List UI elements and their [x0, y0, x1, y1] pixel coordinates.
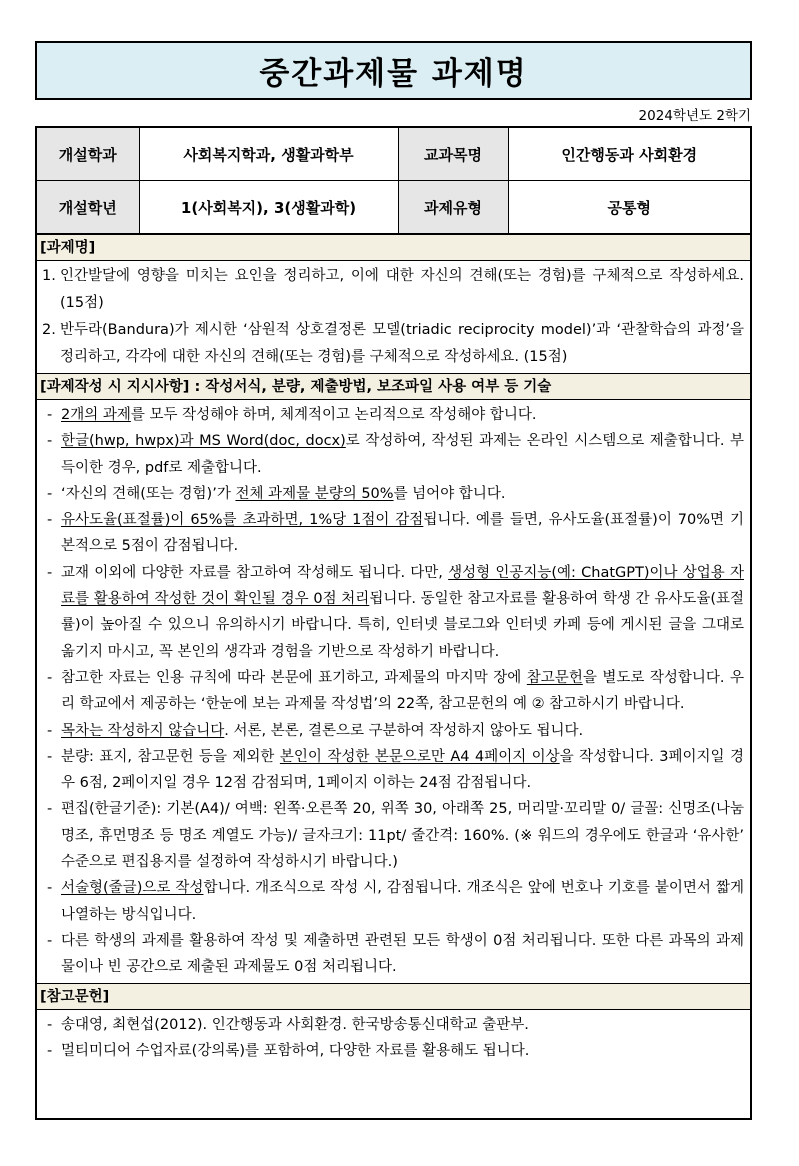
bullet-dash: - — [47, 932, 53, 949]
instruction-text: 편집(한글기준): 기본(A4)/ 여백: 왼쪽·오른쪽 20, 위쪽 30, 아래쪽 25, 머리말·꼬리말 0/ 글꼴: 신명조(나눔명조, 휴먼명조 등 명조 계열도 가능)/ 글자크기: 11pt/ 줄간격: 160%. (※ 워드의 경우에도 한글과 ‘유사한’ 수준으로 편집용지를 설정하여 작성하시기 바랍니다.) — [61, 801, 744, 871]
instruction-item — [43, 718, 744, 744]
bullet-dash: - — [47, 801, 53, 818]
underlined-text: 한글(hwp, hwpx)과 MS Word(doc, docx) — [61, 433, 346, 450]
underlined-text: 전체 과제물 분량의 50% — [235, 485, 394, 502]
instruction-item — [43, 665, 744, 718]
task-item — [42, 263, 744, 317]
year-label: 개설학년 — [37, 181, 139, 234]
instruction-item — [43, 560, 744, 665]
instruction-text: 됩니다. 예를 들면, 유사도율(표절률)이 70%면 기본적으로 5점이 감점됩니다. — [61, 512, 744, 555]
instruction-item — [43, 744, 744, 797]
bullet-dash: - — [47, 748, 53, 765]
bullet-dash: - — [47, 564, 53, 581]
semester: 2024학년도 2학기 — [638, 108, 751, 124]
underlined-text: 참고문헌 — [526, 669, 583, 686]
task-list — [37, 261, 750, 373]
instruction-text: 를 넘어야 합니다. — [393, 485, 506, 502]
reference-item — [43, 1012, 744, 1038]
bullet-dash: - — [47, 407, 53, 423]
underlined-text: 2개의 과제 — [61, 407, 131, 423]
reference-list — [37, 1010, 750, 1066]
task-text: 반두라(Bandura)가 제시한 ‘삼원적 상호결정론 모델(triadic reciprocity model)’과 ‘관찰학습의 과정’을 정리하고, 각각에 대한 자신의 견해(또는 경험)를 구체적으로 작성하세요. (15점) — [60, 322, 744, 365]
instruction-text: . 서론, 본론, 결론으로 구분하여 작성하지 않아도 됩니다. — [224, 722, 584, 739]
instruction-item — [43, 402, 744, 428]
instruction-item — [43, 507, 744, 560]
underlined-text: 생성형 인공지능(예: ChatGPT)이나 상업용 자료를 활용하여 작성한 것이 확인될 경우 0점 처리 — [61, 564, 744, 608]
underlined-text: 목차는 작성하지 않습니다 — [61, 722, 225, 739]
task-number: 1. — [42, 268, 56, 284]
document-title: 중간과제물 과제명 — [35, 41, 752, 100]
dept-label: 개설학과 — [37, 128, 139, 181]
task-text: 인간발달에 영향을 미치는 요인을 정리하고, 이에 대한 자신의 견해(또는 경험)를 구체적으로 작성하세요. (15점) — [60, 268, 744, 311]
bullet-dash: - — [47, 1042, 53, 1059]
task-item — [42, 317, 744, 371]
instruction-text: 됩니다. 동일한 참고자료를 활용하여 학생 간 유사도율(표절률)이 높아질 수 있으니 유의하시기 바랍니다. 특히, 인터넷 블로그와 인터넷 카페 등에 게시된 글을 그대로 옮기지 마시고, 꼭 본인의 생각과 경험을 기반으로 작성하기 바랍니다. — [61, 591, 744, 660]
instruction-item — [43, 875, 744, 928]
instruction-list — [37, 400, 750, 983]
instruction-text: 를 모두 작성해야 하며, 체계적이고 논리적으로 작성해야 합니다. — [130, 407, 537, 423]
bullet-dash: - — [47, 722, 53, 739]
task-number: 2. — [42, 322, 56, 338]
instruction-item — [43, 928, 744, 981]
references-heading: [참고문헌] — [37, 983, 750, 1010]
bullet-dash: - — [47, 485, 53, 502]
year-value: 1(사회복지), 3(생활과학) — [139, 181, 398, 234]
course-info-table — [37, 128, 750, 234]
instruction-text: ‘자신의 견해(또는 경험)’가 — [61, 485, 236, 502]
instruction-item — [43, 796, 744, 875]
instruction-item — [43, 428, 744, 481]
instruction-text: 분량: 표지, 참고문헌 등을 제외한 — [61, 748, 280, 765]
reference-text: 송대영, 최현섭(2012). 인간행동과 사회환경. 한국방송통신대학교 출판부. — [61, 1016, 529, 1033]
instruction-text: 교재 이외에 다양한 자료를 참고하여 작성해도 됩니다. 다만, — [61, 564, 449, 581]
bullet-dash: - — [47, 880, 53, 897]
underlined-text: 본인이 작성한 본문으로만 A4 4페이지 이상 — [279, 748, 560, 765]
instruction-text: 합니다. 개조식으로 작성 시, 감점됩니다. 개조식은 앞에 번호나 기호를 붙이면서 짧게 나열하는 방식입니다. — [61, 880, 744, 923]
bullet-dash: - — [47, 433, 53, 450]
instruction-text: 로 작성하여, 작성된 과제는 온라인 시스템으로 제출합니다. 부득이한 경우, pdf로 제출합니다. — [61, 433, 744, 476]
dept-value: 사회복지학과, 생활과학부 — [139, 128, 398, 181]
tasks-heading: [과제명] — [37, 234, 750, 261]
bullet-dash: - — [47, 669, 53, 686]
instruction-text: 참고한 자료는 인용 규칙에 따라 본문에 표기하고, 과제물의 마지막 장에 — [61, 669, 527, 686]
underlined-text: 유사도율(표절률)이 65%를 초과하면, 1%당 1점이 감점 — [61, 512, 424, 529]
type-label: 과제유형 — [398, 181, 508, 234]
course-value: 인간행동과 사회환경 — [508, 128, 750, 181]
course-label: 교과목명 — [398, 128, 508, 181]
reference-item — [43, 1038, 744, 1064]
bullet-dash: - — [47, 1016, 53, 1033]
underlined-text: 서술형(줄글)으로 작성 — [61, 880, 204, 897]
instruction-text: 을 별도로 작성합니다. 우리 학교에서 제공하는 ‘한눈에 보는 과제물 작성법’의 22쪽, 참고문헌의 예 ② 참고하시기 바랍니다. — [61, 669, 744, 713]
instruction-text: 다른 학생의 과제를 활용하여 작성 및 제출하면 관련된 모든 학생이 0점 처리됩니다. 또한 다른 과목의 과제물이나 빈 공간으로 제출된 과제물도 0점 처리됩니다. — [61, 932, 744, 976]
assignment-body — [35, 126, 752, 1120]
bullet-dash: - — [47, 512, 53, 529]
type-value: 공통형 — [508, 181, 750, 234]
instruction-item — [43, 481, 744, 507]
instructions-heading: [과제작성 시 지시사항] : 작성서식, 분량, 제출방법, 보조파일 사용 여부 등 기술 — [37, 373, 750, 400]
instruction-text: 을 작성합니다. 3페이지일 경우 6점, 2페이지일 경우 12점 감점되며, 1페이지 이하는 24점 감점됩니다. — [61, 748, 744, 792]
reference-text: 멀티미디어 수업자료(강의록)를 포함하여, 다양한 자료를 활용해도 됩니다. — [61, 1042, 530, 1059]
